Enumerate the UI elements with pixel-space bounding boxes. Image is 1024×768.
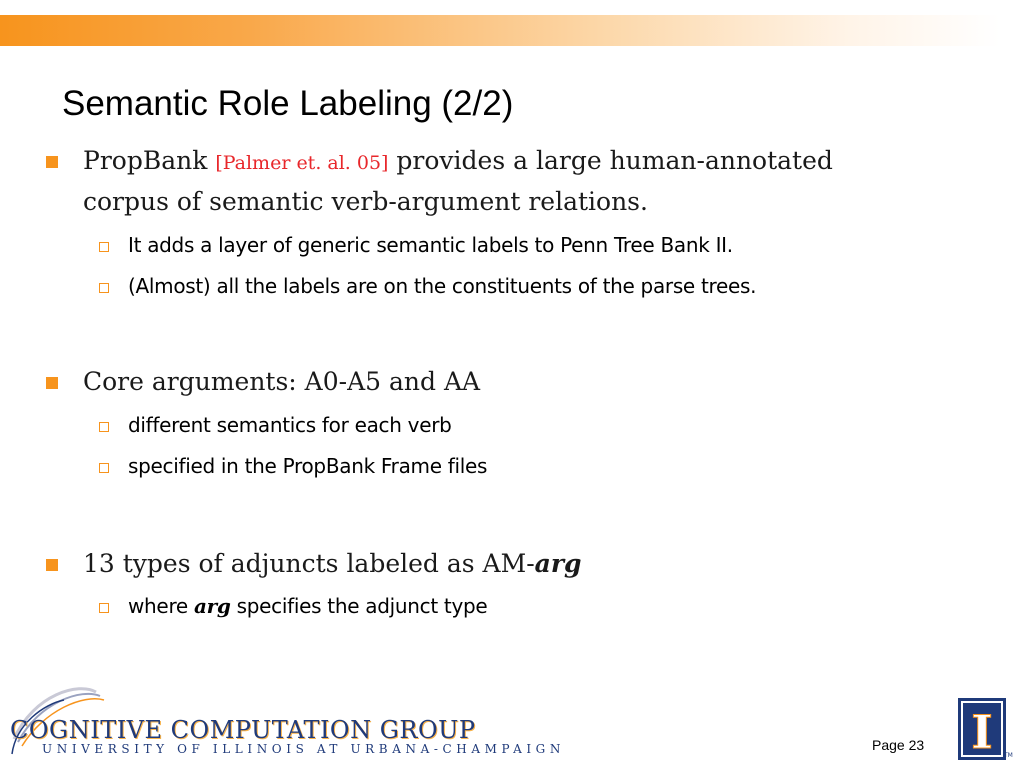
sub-bullet-3-1 (128, 594, 487, 618)
bullet-1-prefix: PropBank (83, 146, 216, 175)
header-gradient-bar (0, 15, 1000, 46)
illinois-mark-letter: I (971, 705, 993, 759)
sub-bullet-box-icon (99, 242, 109, 252)
illinois-block-i-logo (958, 698, 1006, 760)
slide-title: Semantic Role Labeling (2/2) (62, 84, 514, 123)
sub-bullet-box-icon (99, 283, 109, 293)
logo-group-name: COGNITIVE COMPUTATION GROUP (10, 716, 476, 744)
bullet-square-icon (46, 559, 58, 571)
bullet-3-italic: arg (534, 549, 582, 578)
bullet-square-icon (46, 377, 58, 389)
bullet-3-prefix: 13 types of adjuncts labeled as AM- (83, 549, 535, 578)
sub-3-suffix: specifies the adjunct type (230, 594, 488, 618)
sub-bullet-2-2: specified in the PropBank Frame files (128, 454, 488, 478)
bullet-2-line-1: Core arguments: A0-A5 and AA (83, 367, 481, 396)
bullet-square-icon (46, 156, 58, 168)
sub-bullet-box-icon (99, 422, 109, 432)
bullet-1-suffix: provides a large human-annotated (388, 146, 833, 175)
sub-3-prefix: where (128, 594, 194, 618)
logo-university-name: UNIVERSITY OF ILLINOIS AT URBANA-CHAMPAIGN (42, 742, 565, 756)
sub-bullet-1-1: It adds a layer of generic semantic labels to Penn Tree Bank II. (128, 233, 733, 257)
sub-bullet-box-icon (99, 603, 109, 613)
citation: [Palmer et. al. 05] (215, 152, 389, 174)
sub-3-italic: arg (193, 594, 231, 618)
sub-bullet-2-1: different semantics for each verb (128, 413, 452, 437)
sub-bullet-1-2: (Almost) all the labels are on the constituents of the parse trees. (128, 274, 757, 298)
sub-bullet-box-icon (99, 463, 109, 473)
bullet-3-line-1 (83, 543, 582, 585)
bullet-1-line-2: corpus of semantic verb-argument relations. (83, 187, 648, 216)
trademark-mark: TM (1004, 752, 1013, 759)
page-number: Page 23 (872, 737, 925, 753)
bullet-1-line-1 (83, 140, 833, 184)
